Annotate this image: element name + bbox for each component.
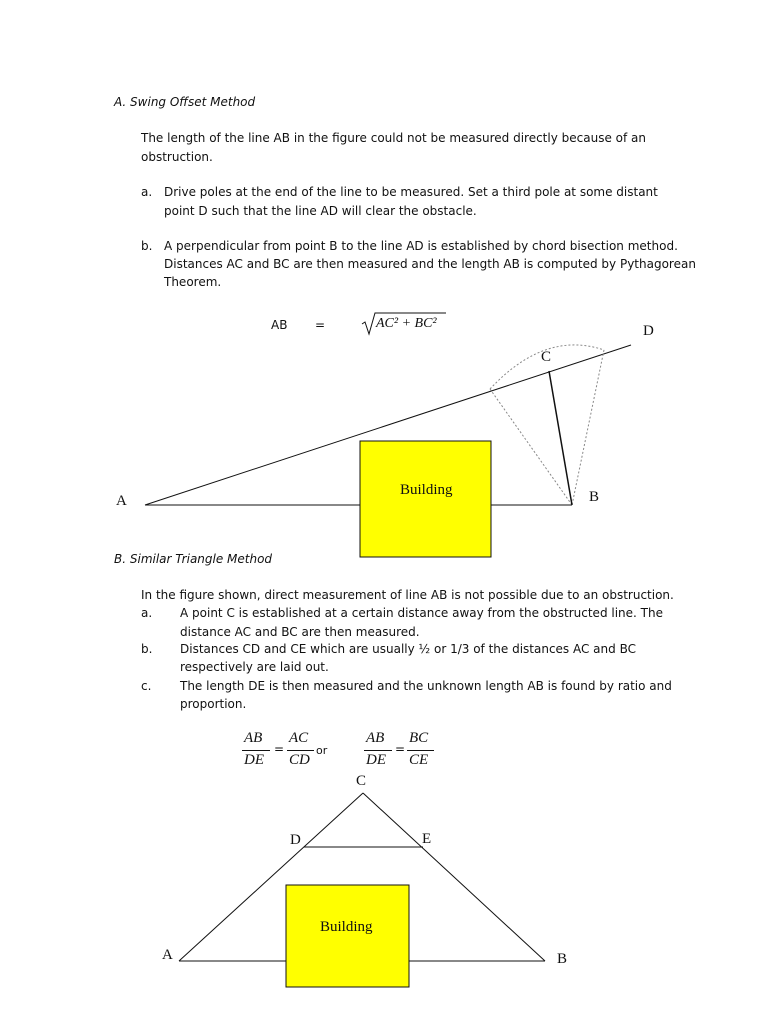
section-b-item-c-marker: c.	[141, 679, 152, 693]
fig-a-label-c: C	[541, 349, 552, 365]
section-a-item-b-line1: A perpendicular from point B to the line AD is established by chord bisection method.	[164, 239, 678, 253]
section-a-intro-line1: The length of the line AB in the figure could not be measured directly because of an	[141, 131, 646, 145]
section-b-item-b-line1: Distances CD and CE which are usually ½ or 1/3 of the distances AC and BC	[180, 642, 636, 656]
section-b-item-b-line2: respectively are laid out.	[180, 660, 329, 674]
frac3-denominator: DE	[366, 752, 386, 768]
section-a-item-b-line3: Theorem.	[164, 275, 222, 289]
frac4-numerator: BC	[409, 730, 429, 746]
formula-b-or: or	[316, 744, 328, 757]
formula-b-eq2: =	[395, 742, 406, 756]
frac2-numerator: AC	[289, 730, 309, 746]
section-a-item-b-marker: b.	[141, 239, 153, 253]
section-a-intro-line2: obstruction.	[141, 150, 213, 164]
building-b	[286, 885, 409, 987]
fig-b-label-a: A	[162, 947, 173, 963]
section-b-item-c-line2: proportion.	[180, 697, 247, 711]
section-b-heading: B. Similar Triangle Method	[114, 552, 273, 566]
fig-b-label-e: E	[422, 831, 432, 847]
formula-b-eq1: =	[274, 742, 285, 756]
fig-b-label-d: D	[290, 832, 301, 848]
fig-a-label-b: B	[589, 489, 600, 505]
section-a-item-a-line2: point D such that the line AD will clear the obstacle.	[164, 204, 477, 218]
frac1-denominator: DE	[244, 752, 264, 768]
frac4-denominator: CE	[409, 752, 429, 768]
section-b-intro: In the figure shown, direct measurement of line AB is not possible due to an obstruction.	[141, 588, 674, 602]
fig-a-label-d: D	[643, 323, 654, 339]
section-a-item-b-line2: Distances AC and BC are then measured and the length AB is computed by Pythagorean	[164, 257, 696, 271]
section-a-heading: A. Swing Offset Method	[114, 95, 256, 109]
fig-a-building-label: Building	[400, 482, 453, 498]
frac1-numerator: AB	[244, 730, 263, 746]
section-b-item-a-line1: A point C is established at a certain distance away from the obstructed line. The	[180, 606, 663, 620]
frac3-numerator: AB	[366, 730, 385, 746]
frac2-denominator: CD	[289, 752, 310, 768]
formula-a-radicand: AC² + BC²	[376, 316, 437, 331]
fig-b-building-label: Building	[320, 919, 373, 935]
formula-a-equals: =	[315, 318, 326, 332]
formula-a-lhs: AB	[271, 318, 288, 332]
section-a-item-a-line1: Drive poles at the end of the line to be measured. Set a third pole at some distant	[164, 185, 658, 199]
section-b-item-a-line2: distance AC and BC are then measured.	[180, 625, 420, 639]
section-a-item-a-marker: a.	[141, 185, 153, 199]
fig-b-label-c: C	[356, 773, 367, 789]
fig-a-label-a: A	[116, 493, 127, 509]
section-b-item-a-marker: a.	[141, 606, 153, 620]
fig-b-label-b: B	[557, 951, 568, 967]
section-b-item-c-line1: The length DE is then measured and the unknown length AB is found by ratio and	[180, 679, 672, 693]
section-b-item-b-marker: b.	[141, 642, 153, 656]
